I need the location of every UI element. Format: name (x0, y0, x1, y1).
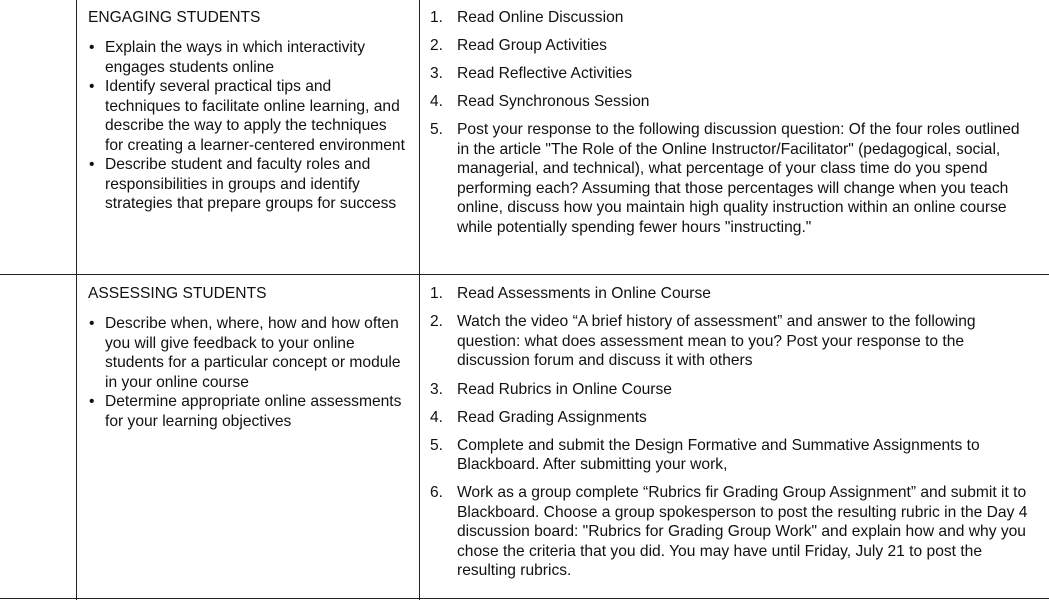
bullet-icon: • (89, 39, 95, 56)
task-number: 6. (430, 484, 444, 501)
objective-text: Determine appropriate online assessments for your learning objectives (105, 393, 402, 430)
task-list-assessing (430, 284, 1035, 589)
section-title-assessing-students: ASSESSING STUDENTS (88, 285, 267, 302)
task-item (430, 436, 1035, 475)
task-text: Read Rubrics in Online Course (457, 380, 672, 398)
objective-item (88, 38, 408, 77)
bullet-icon: • (89, 78, 95, 95)
section-title-engaging-students: ENGAGING STUDENTS (88, 9, 261, 26)
task-item (430, 64, 1035, 84)
task-text: Complete and submit the Design Formative and Summative Assignments to Blackboard. After submitting your work, (457, 436, 980, 473)
task-number: 2. (430, 37, 444, 54)
table-border-left (76, 0, 77, 600)
bullet-icon: • (89, 315, 95, 332)
task-item (430, 284, 1035, 304)
task-item (430, 36, 1035, 56)
task-number: 5. (430, 121, 444, 138)
task-text: Read Assessments in Online Course (457, 285, 711, 302)
task-text: Post your response to the following discussion question: Of the four roles outlined in the article "The Role of the Online Instructor/Facilitator" (pedagogical, social, managerial, and technical), what percentage of your class time do you spend performing each? Assuming that those percentages will change when you teach online, discuss how you maintain high quality instruction within an online course while potentially spending fewer hours "instructing." (457, 121, 1020, 236)
task-number: 3. (430, 380, 444, 398)
task-item (430, 120, 1035, 237)
task-text: Read Grading Assignments (457, 408, 647, 426)
task-number: 4. (430, 408, 444, 426)
objectives-list-assessing (88, 314, 408, 431)
task-number: 3. (430, 65, 444, 82)
task-text: Read Online Discussion (457, 9, 624, 26)
task-list-engaging (430, 8, 1035, 246)
task-item (430, 92, 1035, 112)
objective-text: Describe when, where, how and how often you will give feedback to your online students for a particular concept or module in your online course (105, 315, 401, 391)
table-border-bottom (0, 598, 1049, 599)
task-item (430, 8, 1035, 28)
objective-item (88, 77, 408, 155)
task-item (430, 380, 1035, 400)
objectives-list-engaging (88, 38, 408, 214)
objective-text: Explain the ways in which interactivity engages students online (105, 39, 366, 76)
task-item (430, 483, 1035, 581)
task-text: Work as a group complete “Rubrics fir Grading Group Assignment” and submit it to Blackboard. Choose a group spokesperson to post the resulting rubric in the Day 4 discussion board: "Rubrics for Grading Group Work" and explain how and why you chose the criteria that you did. You may have until Friday, July 21 to post the resulting rubrics. (457, 484, 1028, 579)
task-item (430, 312, 1035, 371)
task-number: 1. (430, 9, 444, 26)
bullet-icon: • (89, 156, 95, 173)
objective-text: Identify several practical tips and techniques to facilitate online learning, and describe the way to apply the techniques for creating a learner-centered environment (105, 78, 405, 154)
task-number: 1. (430, 285, 444, 302)
task-number: 4. (430, 93, 444, 110)
objective-text: Describe student and faculty roles and responsibilities in groups and identify strategies that prepare groups for success (105, 156, 397, 212)
task-text: Read Group Activities (457, 37, 607, 54)
task-text: Watch the video “A brief history of assessment” and answer to the following question: what does assessment mean to you? Post your response to the discussion forum and discuss it with others (457, 313, 976, 369)
objective-item (88, 155, 408, 214)
objective-item (88, 314, 408, 392)
task-number: 2. (430, 313, 444, 330)
task-text: Read Synchronous Session (457, 93, 650, 110)
row-divider (0, 274, 1049, 275)
task-number: 5. (430, 436, 444, 454)
objective-item (88, 392, 408, 431)
task-item (430, 408, 1035, 428)
bullet-icon: • (89, 393, 95, 410)
table-border-middle (419, 0, 420, 600)
task-text: Read Reflective Activities (457, 65, 633, 82)
